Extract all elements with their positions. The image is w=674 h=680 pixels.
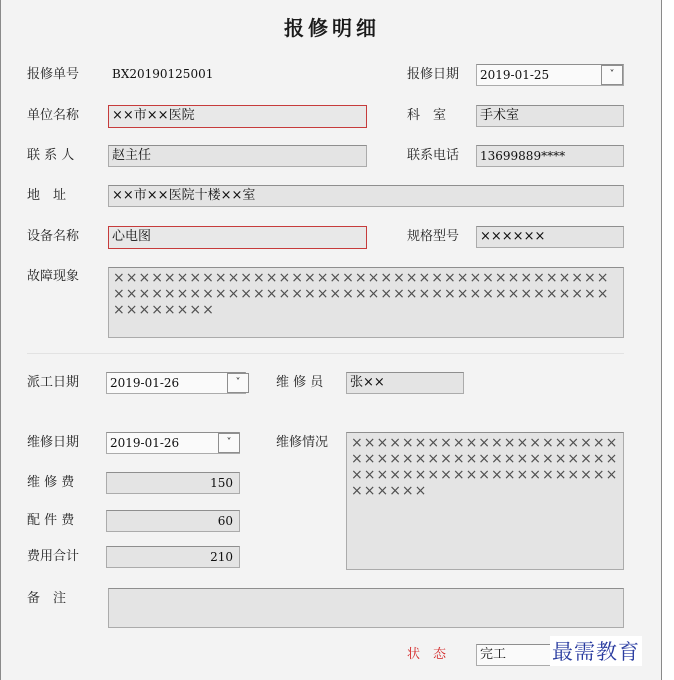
repair-date-dropdown-icon[interactable]: ˅ — [218, 433, 240, 453]
repair-status-label: 维修情况 — [276, 435, 329, 450]
address-field[interactable]: ××市××医院十楼××室 — [108, 185, 624, 207]
fault-textarea[interactable]: ×××××××××××××××××××××××××××××××××××××××××××××××××××××××××××××××××××××××××××××××××××××× — [108, 267, 624, 338]
unit-field[interactable]: ××市××医院 — [108, 105, 367, 128]
repair-fee-field[interactable]: 150 — [106, 472, 240, 494]
fault-label: 故障现象 — [27, 269, 80, 284]
repairman-label: 维 修 员 — [276, 375, 324, 390]
dispatch-date-picker[interactable]: 2019-01-26 — [106, 372, 246, 394]
order-no-field[interactable]: BX20190125001 — [112, 67, 214, 81]
dept-field[interactable]: 手术室 — [476, 105, 624, 127]
state-field[interactable]: 完工 — [476, 644, 624, 666]
contact-field[interactable]: 赵主任 — [108, 145, 367, 167]
repairman-field[interactable]: 张×× — [346, 372, 464, 394]
report-date-label: 报修日期 — [407, 67, 460, 82]
remark-label: 备 注 — [27, 591, 67, 606]
order-no-label: 报修单号 — [27, 67, 80, 82]
report-date-picker[interactable]: 2019-01-25 — [476, 64, 624, 86]
address-label: 地 址 — [27, 188, 67, 203]
device-field[interactable]: 心电图 — [108, 226, 367, 249]
watermark-logo: 最需教育 — [550, 636, 642, 666]
dept-label: 科 室 — [407, 108, 447, 123]
repair-date-label: 维修日期 — [27, 435, 80, 450]
page-title: 报修明细 — [284, 16, 380, 40]
phone-label: 联系电话 — [407, 148, 460, 163]
model-field[interactable]: ×××××× — [476, 226, 624, 248]
dispatch-date-dropdown-icon[interactable]: ˅ — [227, 373, 249, 393]
state-label: 状 态 — [407, 647, 447, 662]
total-fee-label: 费用合计 — [27, 549, 80, 564]
repair-fee-label: 维 修 费 — [27, 475, 75, 490]
total-fee-field[interactable]: 210 — [106, 546, 240, 568]
model-label: 规格型号 — [407, 229, 460, 244]
repair-status-textarea[interactable]: ××××××××××××××××××××××××××××××××××××××××××××××××××××××××××××××××××××× — [346, 432, 624, 570]
device-label: 设备名称 — [27, 229, 80, 244]
parts-fee-label: 配 件 费 — [27, 513, 75, 528]
contact-label: 联 系 人 — [27, 148, 75, 163]
parts-fee-field[interactable]: 60 — [106, 510, 240, 532]
remark-field[interactable] — [108, 588, 624, 628]
divider — [27, 353, 624, 354]
repair-date-picker[interactable]: 2019-01-26 — [106, 432, 240, 454]
phone-field[interactable]: 13699889**** — [476, 145, 624, 167]
dispatch-date-label: 派工日期 — [27, 375, 80, 390]
unit-label: 单位名称 — [27, 108, 80, 123]
report-date-dropdown-icon[interactable]: ˅ — [601, 65, 623, 85]
